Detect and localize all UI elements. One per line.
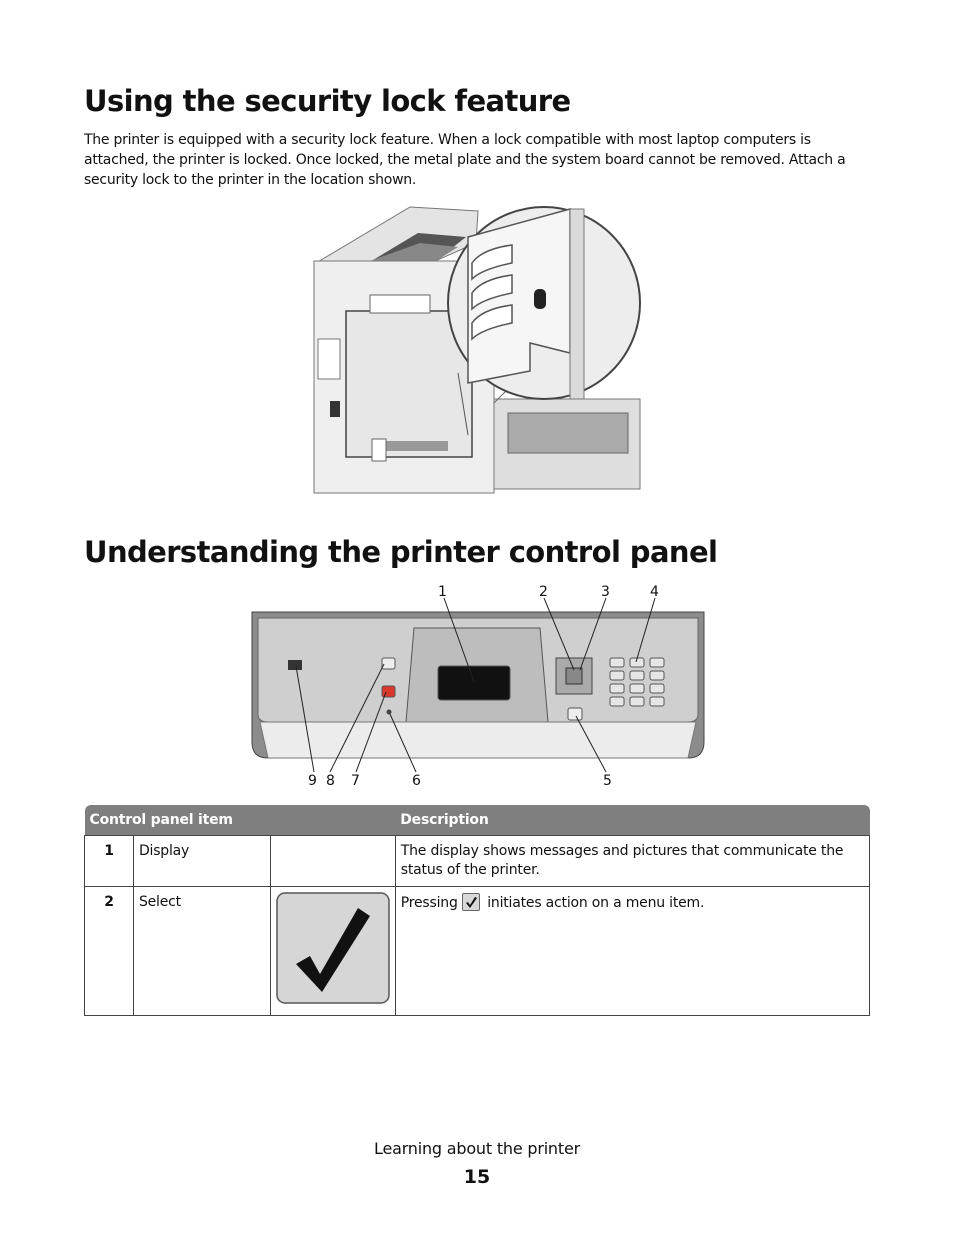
header-control-panel-item: Control panel item	[85, 805, 396, 836]
item-name: Select	[133, 887, 270, 1016]
control-panel-table	[84, 805, 870, 1016]
indicator-light	[387, 710, 392, 715]
table-header-row	[85, 805, 870, 836]
callout-2: 2	[539, 584, 548, 600]
display-screen	[438, 666, 510, 700]
section-title-control-panel: Understanding the printer control panel	[84, 535, 718, 569]
callout-6: 6	[412, 773, 421, 788]
item-icon-cell	[270, 887, 395, 1016]
desc-after: initiates action on a menu item.	[487, 895, 705, 911]
table-row	[85, 836, 870, 887]
desc-before: Pressing	[400, 895, 458, 911]
item-number: 1	[85, 836, 134, 887]
page-number: 15	[463, 1166, 491, 1188]
stop-button	[382, 686, 395, 697]
section-title-security-lock: Using the security lock feature	[84, 84, 571, 118]
footer-chapter-title: Learning about the printer	[374, 1139, 580, 1158]
item-description: The display shows messages and pictures that communicate the status of the printer.	[395, 836, 869, 887]
callout-7: 7	[351, 773, 360, 788]
callout-4: 4	[650, 584, 659, 600]
select-button	[566, 668, 582, 684]
callout-3: 3	[601, 584, 610, 600]
panel-body	[252, 612, 704, 758]
item-number: 2	[85, 887, 134, 1016]
callout-8: 8	[326, 773, 335, 788]
control-panel-illustration	[248, 582, 708, 788]
usb-port-icon	[288, 660, 302, 670]
printer-rear-illustration	[308, 203, 648, 503]
menu-button	[382, 658, 395, 669]
callout-9: 9	[308, 773, 317, 788]
item-description	[395, 887, 869, 1016]
lock-slot-icon	[534, 289, 546, 309]
callout-1: 1	[438, 584, 447, 600]
back-button	[568, 708, 582, 720]
item-icon-cell	[270, 836, 395, 887]
select-checkmark-icon	[276, 892, 390, 1004]
table-row	[85, 887, 870, 1016]
security-lock-description: The printer is equipped with a security lock feature. When a lock compatible with most laptop computers is attached, the printer is locked. Once locked, the metal plate and the system board cannot be removed. Attach a security lock to the printer in the location shown.	[84, 132, 846, 188]
inline-checkmark-icon	[462, 893, 480, 911]
callout-5: 5	[603, 773, 612, 788]
header-description: Description	[395, 805, 869, 836]
item-name: Display	[133, 836, 270, 887]
